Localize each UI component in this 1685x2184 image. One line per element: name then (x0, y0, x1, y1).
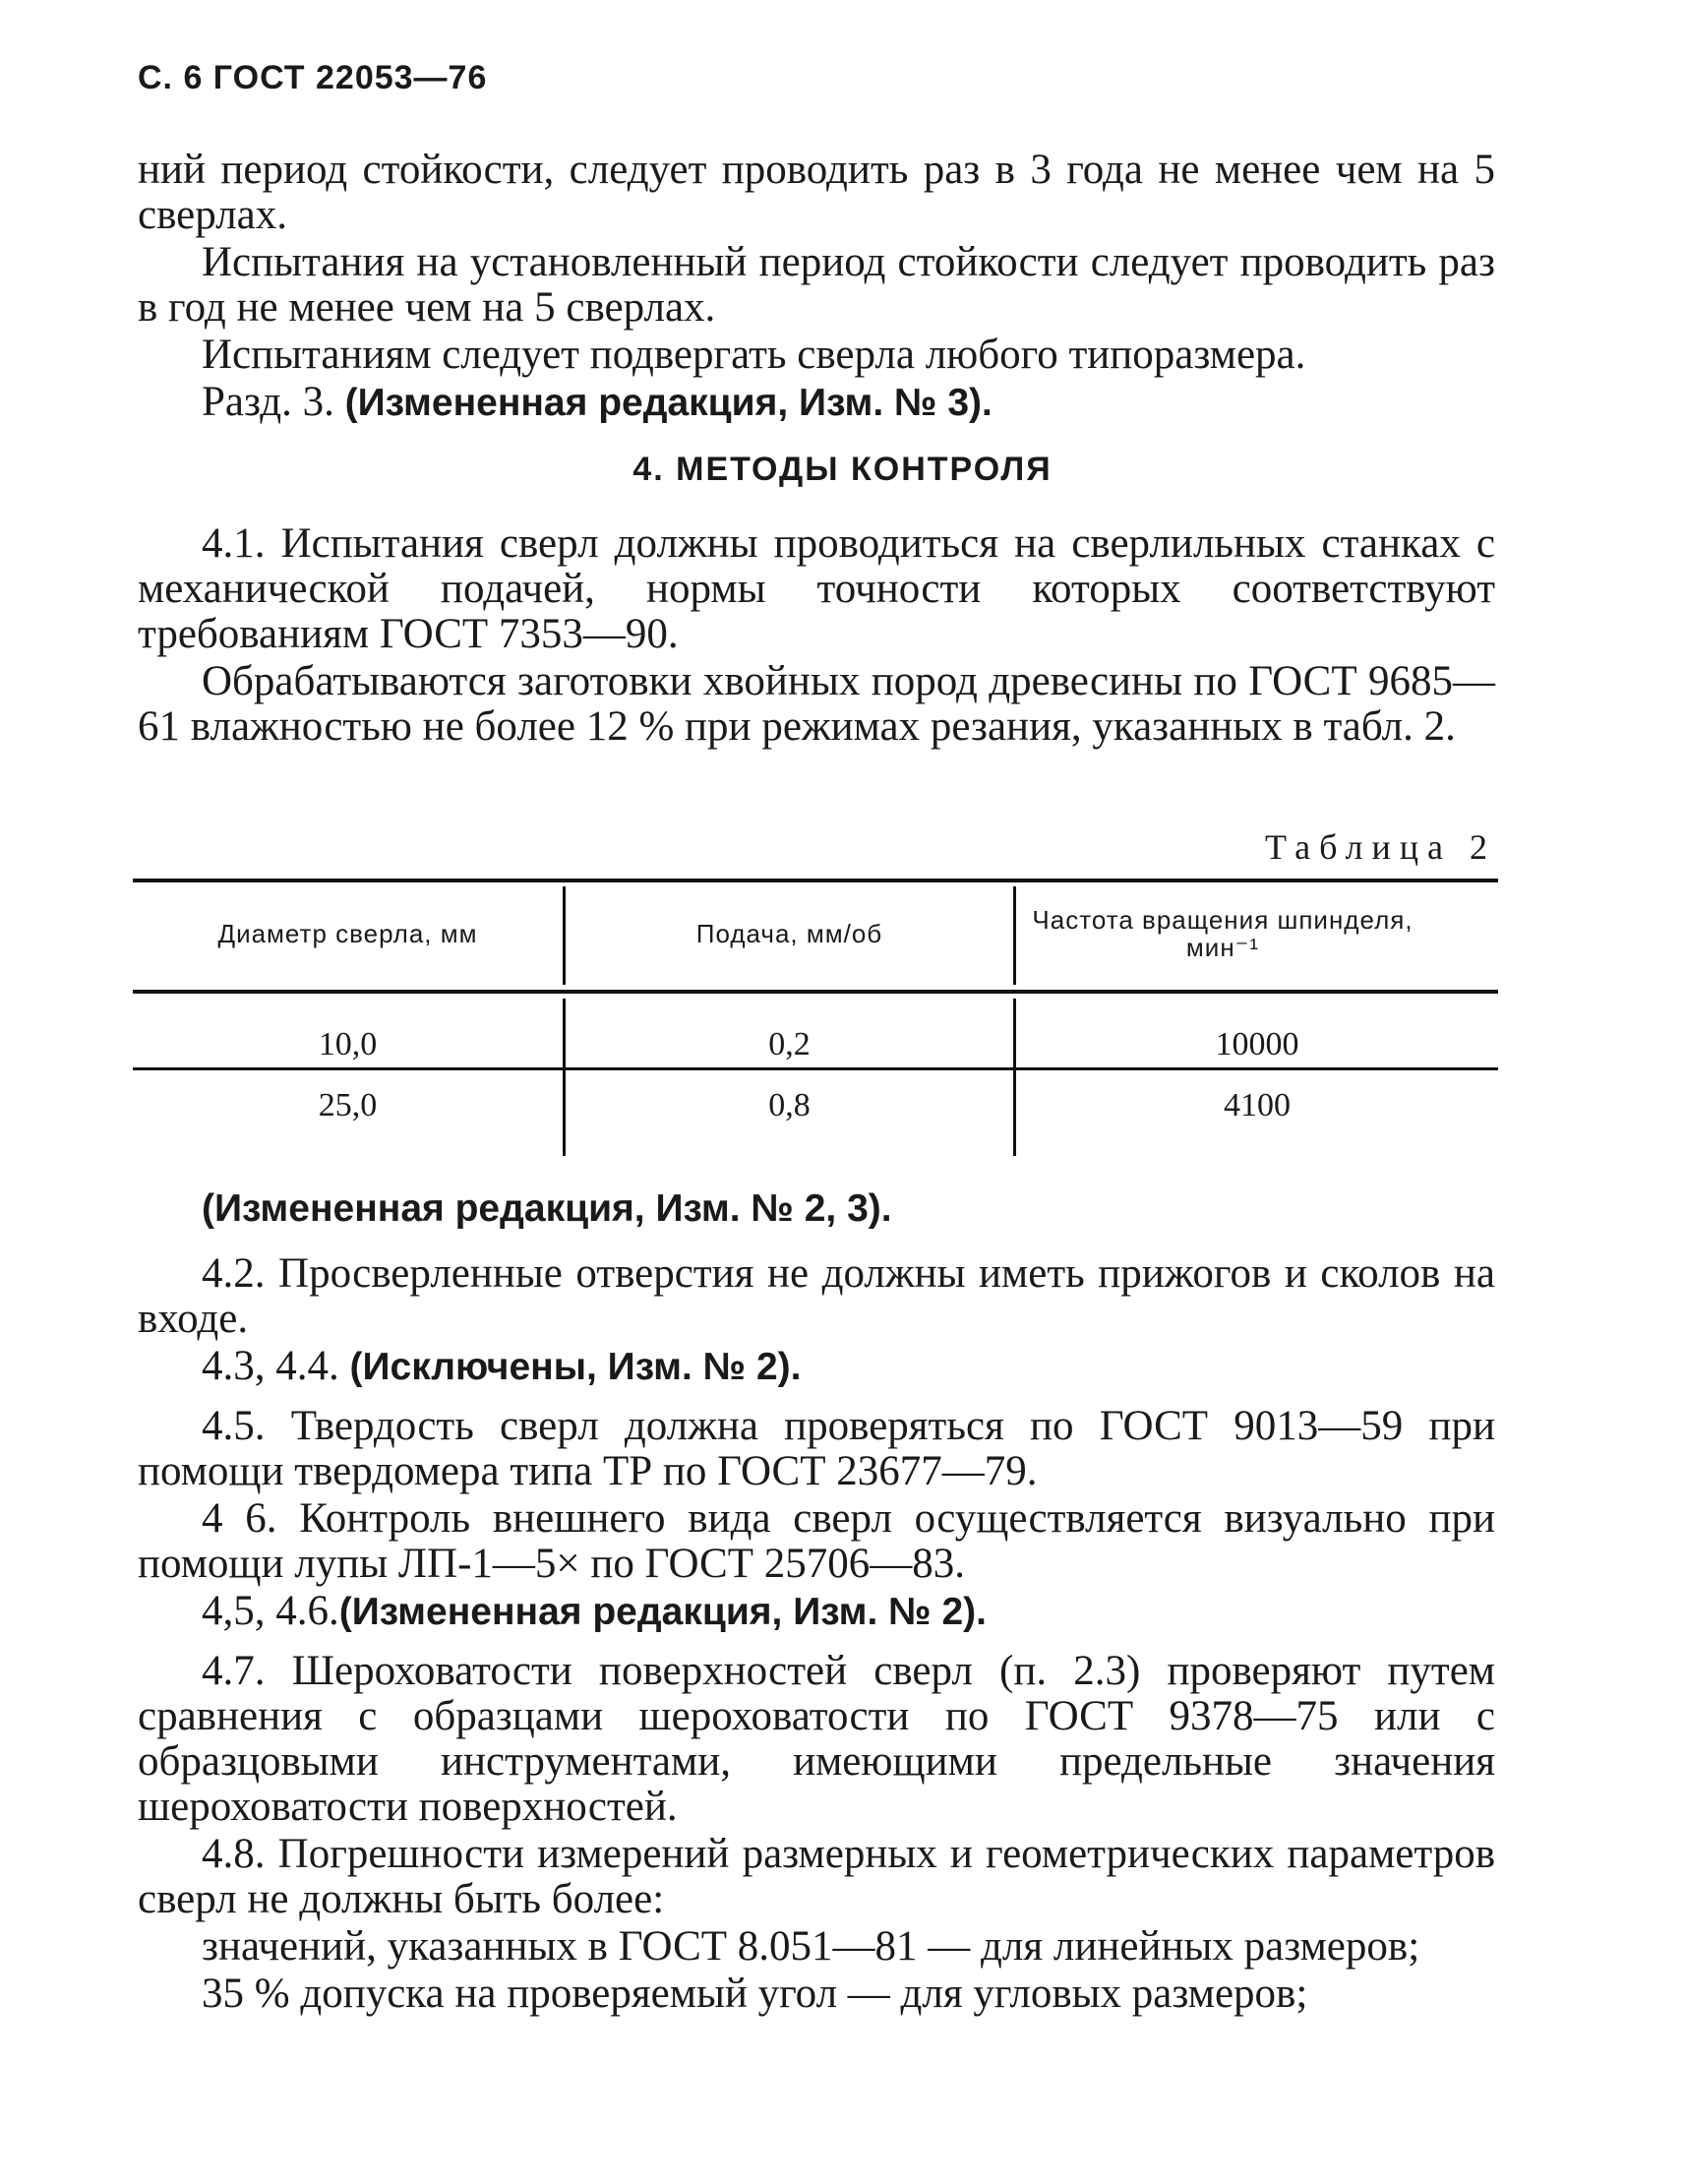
table-cell-feed-2: 0,8 (768, 1087, 811, 1123)
intro-block (138, 148, 1495, 426)
paragraph-4-7: 4.7. Шероховатости поверхностей сверл (п. 2.3) проверяют путем сравнения с образцами шероховатости по ГОСТ 9378—75 или с образцовыми инструментами, имеющими предельные значения шероховатости поверхностей. (138, 1648, 1495, 1830)
paragraph-4-8-linear: значений, указанных в ГОСТ 8.051—81 — для линейных размеров; (202, 1923, 1420, 1970)
paragraph-amendment-table (138, 1185, 1495, 1232)
paragraph-4-3-4-4 (138, 1344, 1495, 1390)
paragraph-4-6: 4 6. Контроль внешнего вида сверл осуществляется визуально при помощи лупы ЛП-1—5× по ГОСТ 25706—83. (138, 1495, 1495, 1587)
paragraph-4-5: 4.5. Твердость сверл должна проверяться по ГОСТ 9013—59 при помощи твердомера типа ТР по ГОСТ 23677—79. (138, 1403, 1495, 1494)
paragraph-test-period: Испытания на установленный период стойкости следует проводить раз в год не менее чем на 5 сверлах. (138, 239, 1495, 331)
paragraph-prefix: 4,5, 4.6. (202, 1588, 339, 1634)
paragraph-test-any-size: Испытаниям следует подвергать сверла любого типоразмера. (202, 332, 1306, 378)
paragraph-prefix: 4.3, 4.4. (202, 1343, 350, 1389)
table-label: Таблица 2 (1265, 827, 1496, 867)
table-vline-body-1 (563, 999, 566, 1156)
table-cell-diameter-2: 25,0 (318, 1087, 378, 1123)
table-cell-diameter-1: 10,0 (318, 1026, 378, 1062)
paragraph-4-8: 4.8. Погрешности измерений размерных и геометрических параметров сверл не должны быть более: (138, 1831, 1495, 1922)
table-cell-feed-1: 0,2 (768, 1026, 811, 1062)
amendment-prefix: Разд. 3. (202, 379, 345, 425)
paragraph-4-2: 4.2. Просверленные отверстия не должны иметь прижогов и сколов на входе. (138, 1250, 1495, 1342)
cutting-modes-table (133, 879, 1498, 1159)
table-header-feed: Подача, мм/об (695, 919, 883, 948)
section-title: 4. МЕТОДЫ КОНТРОЛЯ (632, 451, 1053, 488)
amendment-note: (Измененная редакция, Изм. № 3). (344, 382, 993, 424)
paragraph-4-5-4-6-amendment (138, 1589, 1495, 1635)
table-vline-body-2 (1013, 999, 1016, 1156)
table-cell-speed-2: 4100 (1224, 1087, 1291, 1123)
table-row-rule (133, 1067, 1498, 1070)
table-header-diameter: Диаметр сверла, мм (217, 919, 478, 948)
paragraph-amendment-section3 (138, 380, 1495, 426)
paragraph-continuation: ний период стойкости, следует проводить раз в 3 года не менее чем на 5 сверлах. (138, 147, 1495, 238)
paragraph-4-1: 4.1. Испытания сверл должны проводиться на сверлильных станках с механической подачей, нормы точности которых соответствуют требованиям ГОСТ 7353—90. (138, 520, 1495, 657)
paragraph-4-1-workpieces: Обрабатываются заготовки хвойных пород древесины по ГОСТ 9685—61 влажностью не более 12 % при режимах резания, указанных в табл. 2. (138, 658, 1495, 750)
running-head: С. 6 ГОСТ 22053—76 (138, 59, 488, 96)
paragraph-4-8-angular: 35 % допуска на проверяемый угол — для угловых размеров; (202, 1971, 1308, 2017)
section-4-1-block (138, 521, 1495, 750)
amendment-note: (Измененная редакция, Изм. № 2, 3). (202, 1187, 892, 1230)
table-cell-speed-1: 10000 (1215, 1026, 1299, 1062)
table-header-rule (133, 990, 1498, 994)
amendment-note: (Измененная редакция, Изм. № 2). (338, 1591, 988, 1633)
amendment-note: (Исключены, Изм. № 2). (349, 1346, 802, 1388)
table-header-speed: Частота вращения шпинделя, мин⁻¹ (1032, 905, 1414, 962)
after-table-block (138, 1185, 1495, 2017)
